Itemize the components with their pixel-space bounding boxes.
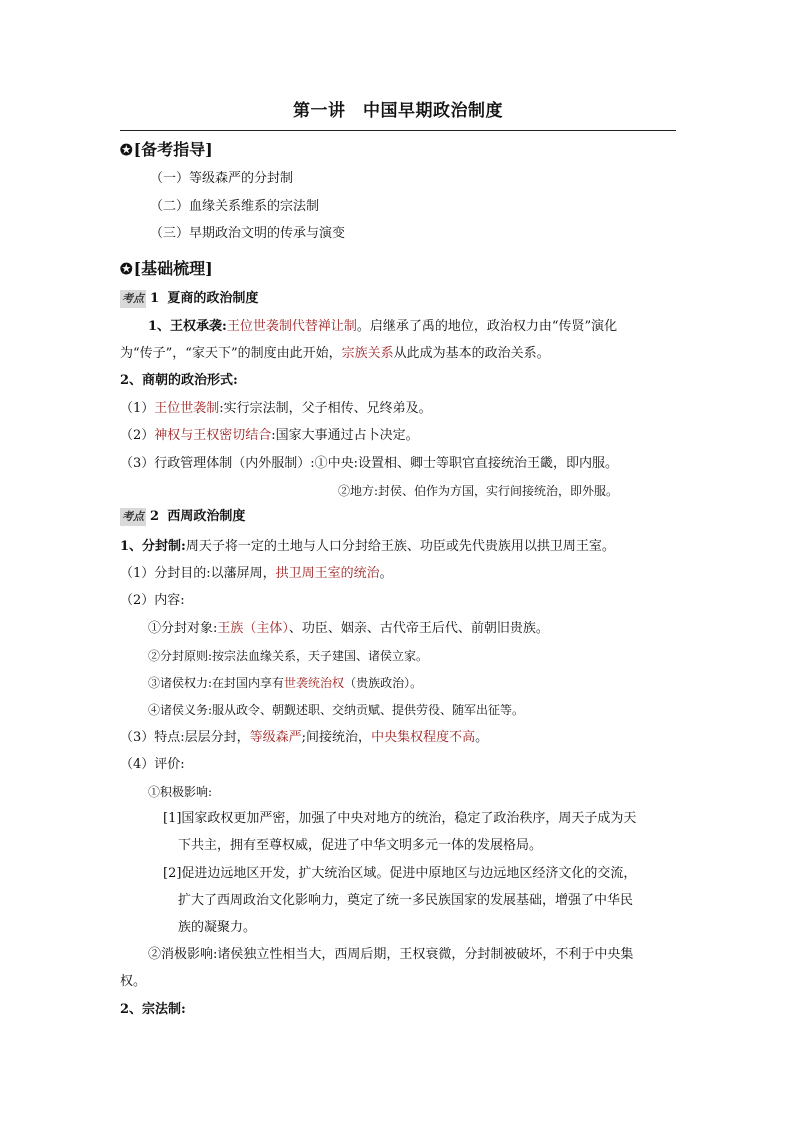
paragraph-line: 族的凝聚力。 xyxy=(178,920,257,935)
paragraph-line: （3）特点:层层分封，等级森严;间接统治，中央集权程度不高。 xyxy=(120,730,489,745)
paragraph-line: （3）行政管理体制（内外服制）:①中央:设置相、卿士等职官直接统治王畿，即内服。 xyxy=(120,456,619,471)
kaodian-badge: 考点 xyxy=(120,290,146,308)
guide-item: （三）早期政治文明的传承与演变 xyxy=(150,226,346,241)
paragraph-line: [2]促进边远地区开发，扩大统治区域。促进中原地区与边远地区经济文化的交流， xyxy=(163,866,637,881)
section-heading-guide: ✪[备考指导] xyxy=(120,140,213,159)
star-icon: ✪ xyxy=(120,141,133,159)
paragraph-line: 1、分封制:周天子将一定的土地与人口分封给王族、功臣或先代贵族用以拱卫周王室。 xyxy=(120,539,615,554)
paragraph-line: ②分封原则:按宗法血缘关系，天子建国、诸侯立家。 xyxy=(148,649,429,663)
paragraph-line: （2）神权与王权密切结合:国家大事通过占卜决定。 xyxy=(120,428,419,443)
page-title: 第一讲 中国早期政治制度 xyxy=(293,101,503,121)
paragraph-line: ①积极影响: xyxy=(148,785,213,799)
paragraph-line: （4）评价: xyxy=(120,757,185,772)
subheading: 2、宗法制: xyxy=(120,1002,186,1017)
kaodian-badge: 考点 xyxy=(120,508,146,526)
paragraph-line: [1]国家政权更加严密，加强了中央对地方的统治，稳定了政治秩序，周天子成为天 xyxy=(163,811,637,826)
paragraph-line: 权。 xyxy=(120,974,147,989)
subheading: 2、商朝的政治形式: xyxy=(120,373,238,388)
paragraph-line: （2）内容: xyxy=(120,593,185,608)
paragraph-line: （1）王位世袭制:实行宗法制，父子相传、兄终弟及。 xyxy=(120,401,432,416)
paragraph-line: ③诸侯权力:在封国内享有世袭统治权（贵族政治）。 xyxy=(148,676,423,690)
section-heading-basics: ✪[基础梳理] xyxy=(120,259,213,278)
guide-item: （二）血缘关系维系的宗法制 xyxy=(150,199,320,214)
kaodian-heading-1: 考点 1 夏商的政治制度 xyxy=(122,291,259,306)
star-icon: ✪ xyxy=(120,260,133,278)
paragraph-line: 下共主，拥有至尊权威，促进了中华文明多元一体的发展格局。 xyxy=(178,838,543,853)
paragraph-line: ②地方:封侯、伯作为方国，实行间接统治，即外服。 xyxy=(338,484,619,498)
title-rule xyxy=(120,130,676,131)
paragraph-line: （1）分封目的:以藩屏周，拱卫周王室的统治。 xyxy=(120,566,393,581)
paragraph-line: ①分封对象:王族（主体）、功臣、姻亲、古代帝王后代、前朝旧贵族。 xyxy=(148,621,549,636)
guide-item: （一）等级森严的分封制 xyxy=(150,171,294,186)
paragraph-line: 1、王权承袭:王位世袭制代替禅让制。启继承了禹的地位，政治权力由“传贤”演化 xyxy=(148,319,618,334)
paragraph-line: ④诸侯义务:服从政令、朝觐述职、交纳贡赋、提供劳役、随军出征等。 xyxy=(148,703,525,717)
kaodian-heading-2: 考点 2 西周政治制度 xyxy=(122,509,246,524)
paragraph-line: 扩大了西周政治文化影响力，奠定了统一多民族国家的发展基础，增强了中华民 xyxy=(178,893,634,908)
paragraph-line: ②消极影响:诸侯独立性相当大，西周后期，王权衰微，分封制被破坏，不利于中央集 xyxy=(148,947,634,962)
paragraph-line: 为“传子”，“家天下”的制度由此开始，宗族关系从此成为基本的政治关系。 xyxy=(120,346,550,361)
